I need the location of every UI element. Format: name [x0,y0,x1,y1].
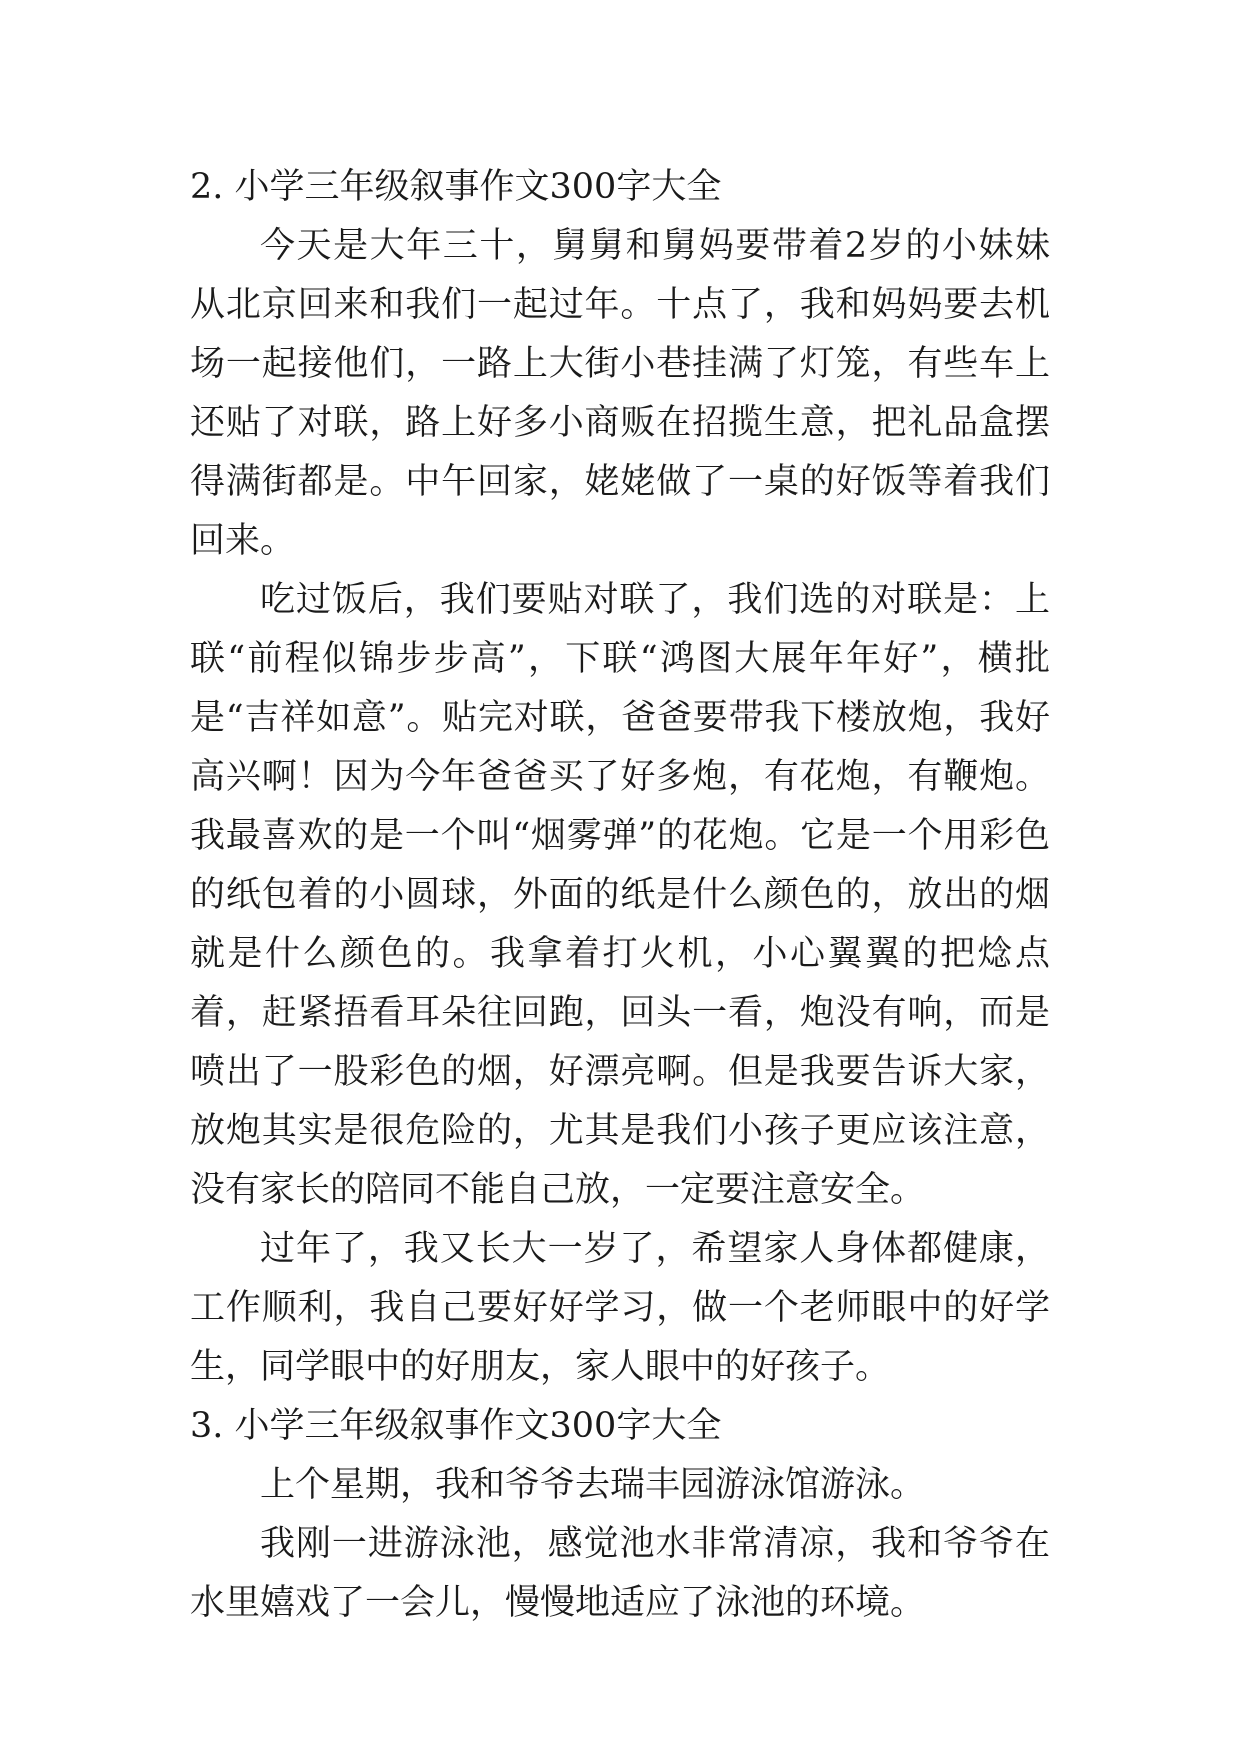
paragraph: 上个星期，我和爷爷去瑞丰园游泳馆游泳。 [260,1465,926,1505]
section-heading-3: 3. 小学三年级叙事作文300字大全 [190,1406,722,1446]
paragraph: 我刚一进游泳池，感觉池水非常清凉，我和爷爷在水里嬉戏了一会儿，慢慢地适应了泳池的环境。 [190,1524,1050,1623]
paragraph: 今天是大年三十，舅舅和舅妈要带着2岁的小妹妹从北京回来和我们一起过年。十点了，我和妈妈要去机场一起接他们，一路上大街小巷挂满了灯笼，有些车上还贴了对联，路上好多小商贩在招揽生意，把礼品盒摆得满街都是。中午回家，姥姥做了一桌的好饭等着我们回来。 [190,226,1050,561]
paragraph: 过年了，我又长大一岁了，希望家人身体都健康，工作顺利，我自己要好好学习，做一个老师眼中的好学生，同学眼中的好朋友，家人眼中的好孩子。 [190,1229,1050,1387]
paragraph: 吃过饭后，我们要贴对联了，我们选的对联是：上联“前程似锦步步高”，下联“鸿图大展年年好”，横批是“吉祥如意”。贴完对联，爸爸要带我下楼放炮，我好高兴啊！因为今年爸爸买了好多炮，有花炮，有鞭炮。我最喜欢的是一个叫“烟雾弹”的花炮。它是一个用彩色的纸包着的小圆球，外面的纸是什么颜色的，放出的烟就是什么颜色的。我拿着打火机，小心翼翼的把焾点着，赶紧捂看耳朵往回跑，回头一看，炮没有响，而是喷出了一股彩色的烟，好漂亮啊。但是我要告诉大家，放炮其实是很危险的，尤其是我们小孩子更应该注意，没有家长的陪同不能自己放，一定要注意安全。 [190,580,1050,1210]
essay-body [190,158,1050,1633]
section-heading-2: 2. 小学三年级叙事作文300字大全 [190,167,722,207]
